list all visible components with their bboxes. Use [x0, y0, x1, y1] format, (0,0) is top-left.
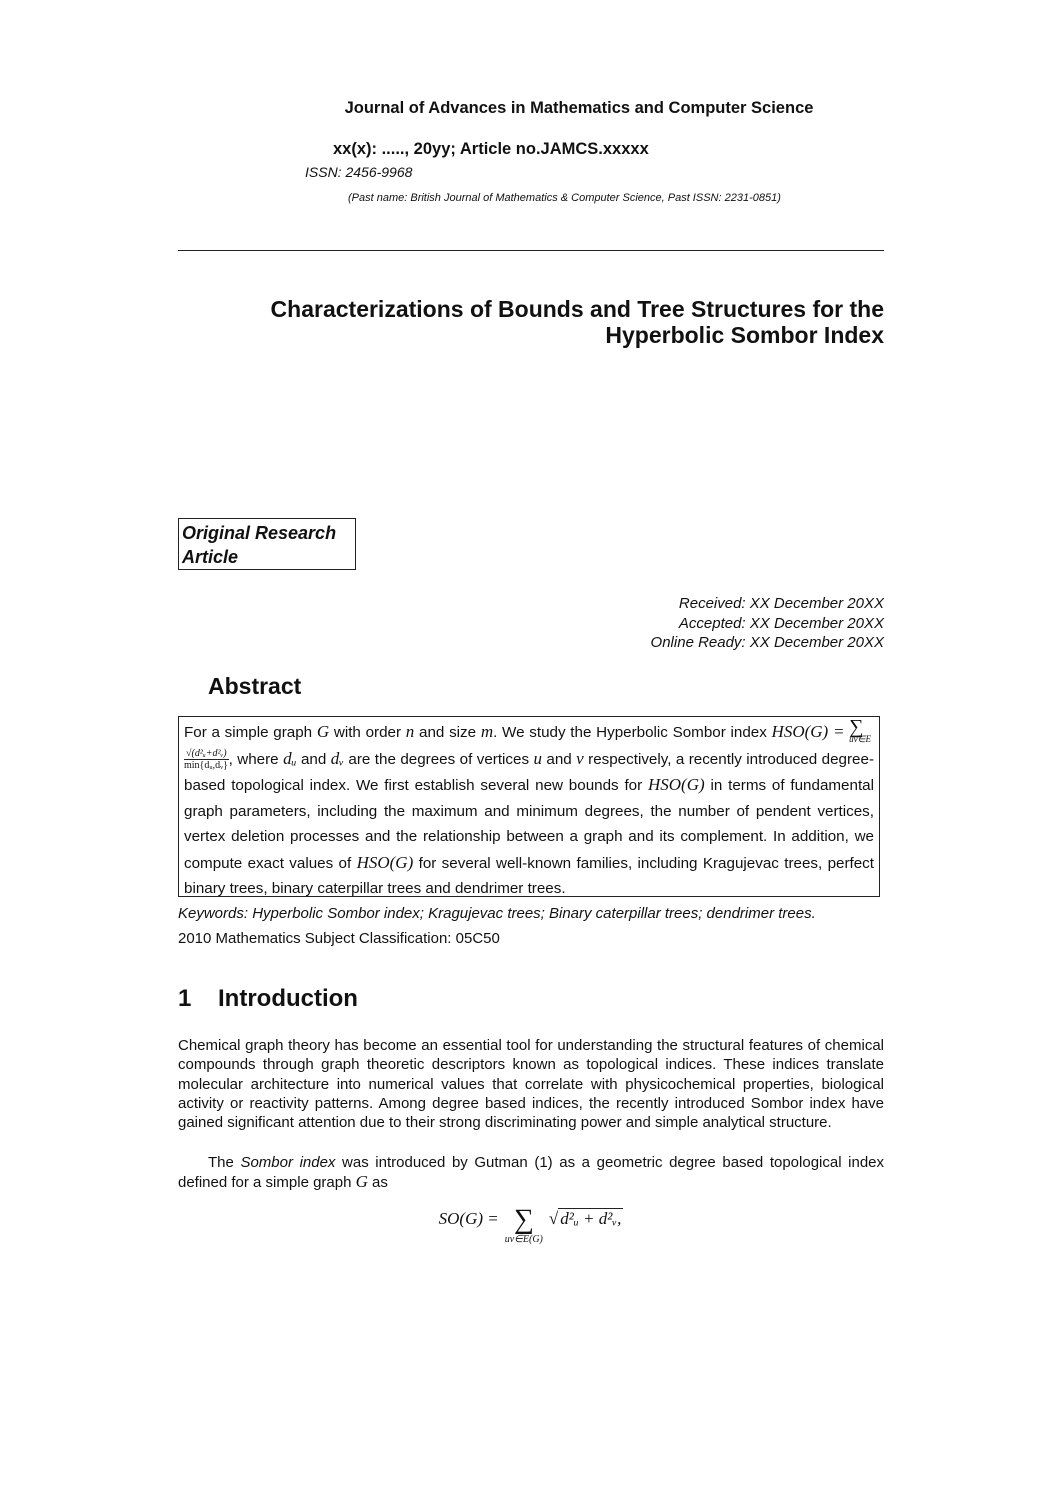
- math: HSO(G): [356, 852, 414, 872]
- text: , where: [228, 750, 284, 768]
- received-date: Received: XX December 20XX: [678, 595, 884, 612]
- summation: [505, 1206, 543, 1245]
- paper-title: [178, 296, 884, 348]
- math: m: [480, 722, 494, 741]
- math: G: [355, 1172, 368, 1192]
- past-name: (Past name: British Journal of Mathematics & Computer Science, Past ISSN: 2231-0851): [348, 192, 781, 204]
- text: respectively, a recently introduced degree-based topological index. We first establish several new bounds for: [184, 750, 875, 794]
- text: as: [367, 1174, 388, 1192]
- intro-paragraph-2: [178, 1153, 884, 1193]
- intro-paragraph-1: Chemical graph theory has become an essential tool for understanding the structural features of chemical compounds through graph theoretic descriptors known as topological indices. These indices translate molecular architecture into numerical values that correlate with physicochemical properties, biological activity or reactivity patterns. Among degree based indices, the recently introduced Sombor index have gained significant attention due to their strong discriminating power and simple analytical structure.: [178, 1037, 884, 1132]
- sqrt-symbol: √: [548, 1209, 559, 1228]
- article-type-line-1: Original Research: [182, 523, 337, 543]
- article-type-box: [178, 518, 356, 570]
- journal-name: Journal of Advances in Mathematics and Computer Science: [344, 99, 814, 117]
- text: For a simple graph: [184, 724, 317, 741]
- text: The: [208, 1154, 241, 1171]
- header-rule: [178, 250, 884, 251]
- article-type-line-2: Article: [182, 547, 239, 567]
- text: and: [296, 750, 331, 768]
- fraction-numerator: √(d²ᵤ+d²ᵥ): [186, 747, 227, 759]
- text: with order: [329, 724, 406, 741]
- fraction: [184, 748, 229, 771]
- sombor-equation: [178, 1206, 884, 1245]
- sum-subscript: uv∈E(G): [504, 1234, 543, 1245]
- math: v: [576, 748, 584, 768]
- math: dᵤ: [283, 748, 297, 768]
- title-line-1: Characterizations of Bounds and Tree Structures for the: [270, 296, 884, 322]
- math: dᵥ: [330, 748, 344, 768]
- dates: [500, 594, 884, 653]
- sigma-symbol: ∑: [849, 715, 864, 738]
- text: was introduced by Gutman (1) as a geometric degree based topological index defined for a simple graph: [178, 1154, 885, 1192]
- sigma-symbol: ∑: [513, 1204, 534, 1235]
- abstract-body: [178, 716, 880, 897]
- emphasis: Sombor index: [240, 1154, 336, 1171]
- sum-subscript: uv∈E: [849, 733, 872, 744]
- math: HSO(G): [648, 775, 705, 794]
- text: . We study the Hyperbolic Sombor index: [493, 724, 772, 741]
- math: u: [533, 748, 542, 768]
- msc-classification: 2010 Mathematics Subject Classification: 05C50: [178, 930, 500, 947]
- math: G: [316, 722, 330, 741]
- abstract-heading: Abstract: [208, 673, 302, 699]
- volume-info: xx(x): ....., 20yy; Article no.JAMCS.xxxxx: [333, 140, 649, 158]
- text: for several well-known families, including Kragujevac trees, perfect binary trees, binary caterpillar trees and dendrimer trees.: [184, 854, 874, 897]
- section-heading-introduction: [178, 985, 358, 1013]
- section-title: Introduction: [218, 985, 358, 1012]
- title-line-2: Hyperbolic Sombor Index: [605, 322, 884, 348]
- equation-rhs: [549, 1208, 624, 1228]
- issn: ISSN: 2456-9968: [305, 164, 413, 180]
- text: and size: [414, 724, 481, 741]
- text: in terms of fundamental graph parameters, including the maximum and minimum degrees, the number of pendent vertices, vertex deletion processes and the relationship between a graph and its complement. In addition, we compute exact values of: [184, 777, 874, 872]
- keywords: Keywords: Hyperbolic Sombor index; Kragujevac trees; Binary caterpillar trees; dendrimer trees.: [178, 905, 816, 922]
- math: n: [405, 722, 415, 741]
- text: are the degrees of vertices: [344, 750, 534, 768]
- equation-lhs: SO(G) =: [438, 1209, 499, 1228]
- math: HSO(G) =: [771, 722, 845, 741]
- summation: [849, 715, 872, 744]
- section-number: 1: [178, 985, 192, 1012]
- online-date: Online Ready: XX December 20XX: [650, 634, 884, 651]
- text: and: [541, 750, 577, 768]
- fraction-denominator: min{dᵤ,dᵥ}: [184, 759, 228, 771]
- equation-radicand: d²ᵤ + d²ᵥ,: [560, 1209, 622, 1228]
- accepted-date: Accepted: XX December 20XX: [678, 614, 884, 632]
